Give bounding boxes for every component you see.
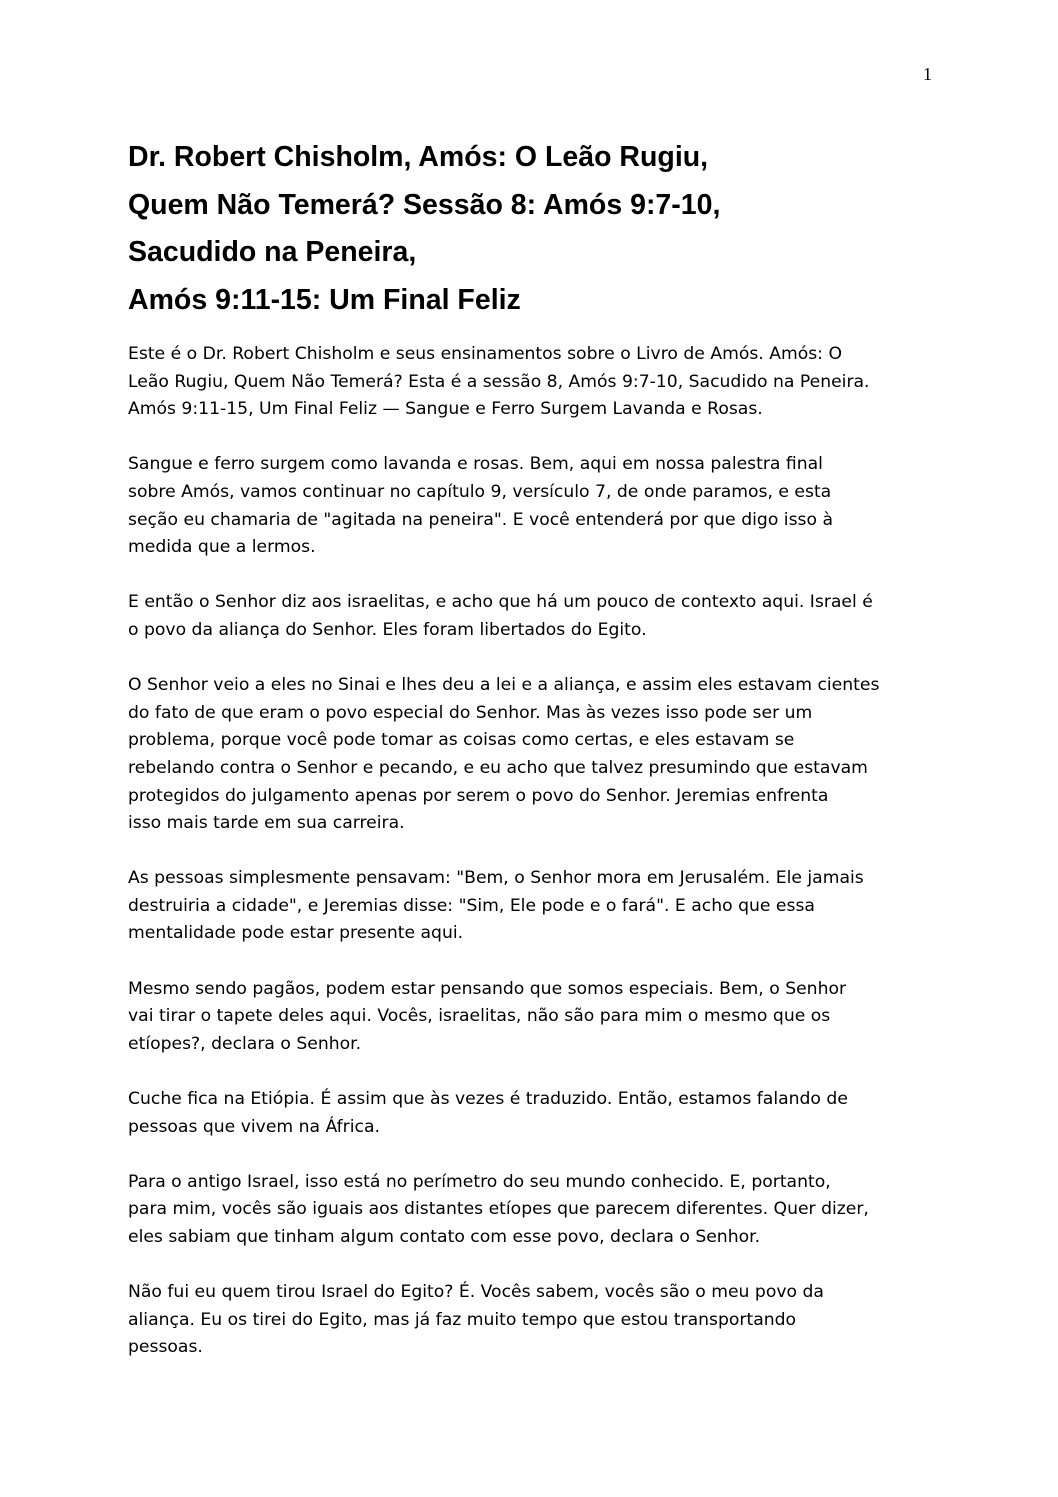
paragraph-line: protegidos do julgamento apenas por serem o povo do Senhor. Jeremias enfrenta	[128, 785, 829, 806]
paragraph-line: Este é o Dr. Robert Chisholm e seus ensinamentos sobre o Livro de Amós. Amós: O	[128, 344, 842, 364]
paragraph-line: pessoas.	[128, 1337, 203, 1358]
paragraph-line: Para o antigo Israel, isso está no perímetro do seu mundo conhecido. E, portanto,	[128, 1171, 831, 1192]
title-line: Sacudido na Peneira,	[128, 236, 417, 268]
paragraph	[128, 1279, 958, 1362]
paragraph-line: Não fui eu quem tirou Israel do Egito? É. Vocês sabem, vocês são o meu povo da	[128, 1282, 824, 1303]
paragraph-line: As pessoas simplesmente pensavam: "Bem, o Senhor mora em Jerusalém. Ele jamais	[128, 868, 864, 889]
paragraph-line: O Senhor veio a eles no Sinai e lhes deu a lei e a aliança, e assim eles estavam cientes	[128, 675, 880, 696]
paragraph-line: problema, porque você pode tomar as coisas como certas, e eles estavam se	[128, 730, 795, 751]
paragraph-line: sobre Amós, vamos continuar no capítulo 9, versículo 7, de onde paramos, e esta	[128, 481, 832, 502]
paragraph	[128, 341, 958, 424]
paragraph	[128, 451, 958, 561]
paragraph-line: isso mais tarde em sua carreira.	[128, 813, 405, 834]
paragraph-line: eles sabiam que tinham algum contato com esse povo, declara o Senhor.	[128, 1227, 761, 1247]
paragraph	[128, 865, 958, 948]
title-line: Amós 9:11-15: Um Final Feliz	[128, 283, 521, 316]
title-line: Dr. Robert Chisholm, Amós: O Leão Rugiu,	[128, 141, 709, 173]
paragraph-line: medida que a lermos.	[128, 537, 316, 558]
paragraph-line: Sangue e ferro surgem como lavanda e rosas. Bem, aqui em nossa palestra final	[128, 454, 823, 475]
document-title	[128, 134, 948, 324]
document-body	[128, 341, 958, 1390]
paragraph	[128, 672, 958, 838]
title-line: Quem Não Temerá? Sessão 8: Amós 9:7-10,	[128, 188, 721, 221]
paragraph-line: vai tirar o tapete deles aqui. Vocês, israelitas, não são para mim o mesmo que os	[128, 1006, 831, 1027]
paragraph-line: destruiria a cidade", e Jeremias disse: "Sim, Ele pode e o fará". E acho que essa	[128, 895, 815, 916]
paragraph-line: seção eu chamaria de "agitada na peneira". E você entenderá por que digo isso à	[128, 509, 833, 530]
paragraph	[128, 1169, 958, 1252]
paragraph	[128, 589, 958, 644]
paragraph-line: aliança. Eu os tirei do Egito, mas já faz muito tempo que estou transportando	[128, 1309, 797, 1330]
paragraph-line: do fato de que eram o povo especial do Senhor. Mas às vezes isso pode ser um	[128, 702, 813, 723]
paragraph-line: pessoas que vivem na África.	[128, 1116, 380, 1137]
paragraph	[128, 1086, 958, 1141]
paragraph-line: Amós 9:11-15, Um Final Feliz — Sangue e Ferro Surgem Lavanda e Rosas.	[128, 399, 763, 420]
paragraph-line: mentalidade pode estar presente aqui.	[128, 923, 464, 944]
paragraph	[128, 976, 958, 1059]
paragraph-line: Cuche fica na Etiópia. É assim que às vezes é traduzido. Então, estamos falando de	[128, 1089, 848, 1110]
paragraph-line: E então o Senhor diz aos israelitas, e acho que há um pouco de contexto aqui. Israel é	[128, 592, 873, 613]
page-number: 1	[923, 64, 932, 84]
paragraph-line: o povo da aliança do Senhor. Eles foram libertados do Egito.	[128, 619, 647, 640]
paragraph-line: Leão Rugiu, Quem Não Temerá? Esta é a sessão 8, Amós 9:7-10, Sacudido na Peneira.	[128, 371, 870, 392]
paragraph-line: Mesmo sendo pagãos, podem estar pensando que somos especiais. Bem, o Senhor	[128, 978, 847, 999]
paragraph-line: rebelando contra o Senhor e pecando, e eu acho que talvez presumindo que estavam	[128, 757, 868, 778]
paragraph-line: para mim, vocês são iguais aos distantes etíopes que parecem diferentes. Quer dizer,	[128, 1199, 869, 1220]
paragraph-line: etíopes?, declara o Senhor.	[128, 1033, 362, 1054]
